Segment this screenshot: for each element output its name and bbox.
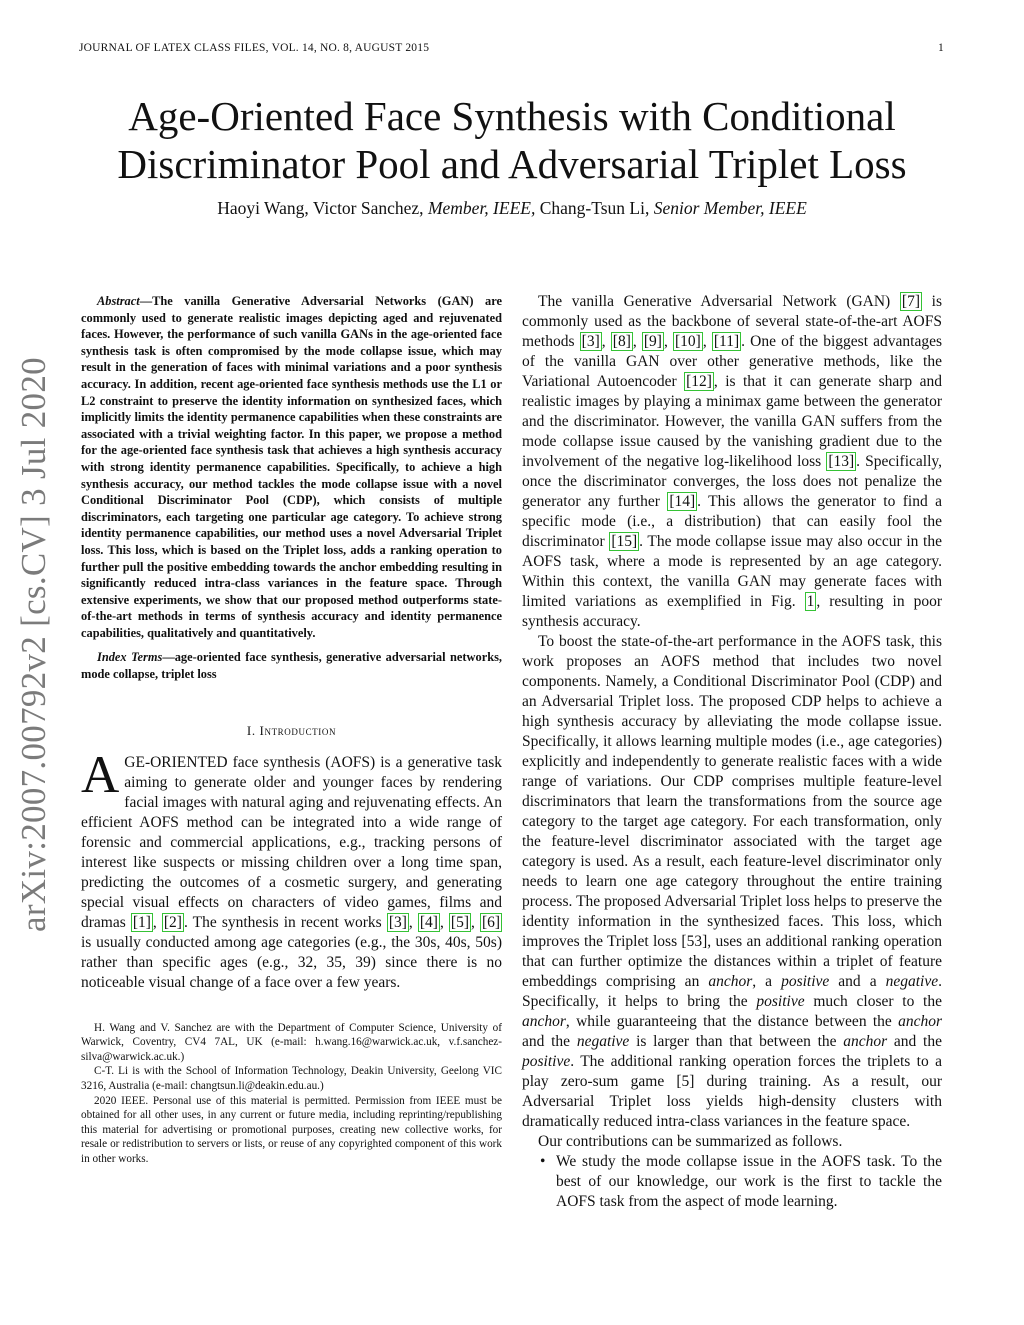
text-run: . The additional ranking operation forces the triplets to a play zero-sum game [5] during training. As a result, our Adversarial Triplet loss yields high-density clusters with dramatically reduced intra-class variances in the feature space. (522, 1053, 942, 1130)
text-run: . The mode collapse issue may also occur in the AOFS task, where a mode is represented by an age category. Within this context, the vanilla GAN may generate faces with limited variations as exemplified in Fig. (522, 533, 942, 610)
intro-paragraph-gan: The vanilla Generative Adversarial Network (GAN) [7] is commonly used as the backbone of several state-of-the-art AOFS methods [3] , [8] , [9] , [10] , [11] . One of the biggest advantages of the vanilla GAN over other generative methods, like the Variational Autoencoder [12] , is that it can generate sharp and realistic images by playing a minimax game between the generator and the discriminator. However, the vanilla GAN suffers from the mode collapse issue caused by the vanishing gradient due to the involvement of the negative log-likelihood loss [13] . Specifically, once the discriminator converges, the loss does not penalize the generator any further [14] . This allows the generator to find a specific mode (i.e., a distribution) that can easily fool the discriminator [15] . The mode collapse issue may also occur in the AOFS task, where a mode is represented by an age category. Within this context, the vanilla GAN may generate faces with limited variations as exemplified in Fig. 1 , resulting in poor synthesis accuracy. (522, 293, 943, 630)
text-run: To boost the state-of-the-art performance in the AOFS task, this work proposes an AOFS method that includes two novel components. Namely, a Conditional Discriminator Pool (CDP) and an Adversarial Triplet loss. The proposed CDP helps to achieve a high synthesis accuracy by alleviating the mode collapse issue. Specifically, it allows learning multiple modes (i.e., age categories) explicitly and independently to generate realistic faces with a wide range of variations. Our CDP comprises multiple feature-level discriminators that learn the transformations from the source age category to the target age category. For each transformation, only the feature-level discriminator associated with the target age category is used. As a result, each feature-level discriminator only needs to learn one age category throughout the entire training process. The proposed Adversarial Triplet loss helps to preserve the identity information in the synthesized faces. This loss, which improves the Triplet loss [53], uses an additional ranking operation that can further optimize the distances within a triplet of feature embeddings comprising an (522, 633, 942, 990)
footnote-affiliation-2: C-T. Li is with the School of Information Technology, Deakin University, Geelong VIC 3216, Australia (e-mail: changtsun.li@deakin.edu.au.) (81, 1065, 502, 1093)
page-number: 1 (938, 42, 944, 54)
text-run: and the (887, 1033, 942, 1050)
paper-title (90, 92, 934, 188)
citation-link[interactable]: [5] (450, 913, 469, 931)
figure-link[interactable]: 1 (806, 593, 815, 610)
text-run: , resulting in poor synthesis accuracy. (522, 593, 942, 630)
footnote-copyright: 2020 IEEE. Personal use of this material is permitted. Permission from IEEE must be obtained for all other uses, in any current or future media, including reprinting/republishing this material for advertising or promotional purposes, creating new collective works, for resale or redistribution to servers or lists, or reuse of any copyrighted component of this work in other works. (81, 1094, 502, 1165)
citation-link[interactable]: [7] (901, 293, 920, 310)
abstract (81, 293, 502, 641)
intro-paragraph-summary: Our contributions can be summarized as follows. (538, 1133, 843, 1150)
journal-header: JOURNAL OF LATEX CLASS FILES, VOL. 14, NO. 8, AUGUST 2015 (79, 42, 430, 54)
section-title: Introduction (259, 722, 337, 738)
author-names-1: Haoyi Wang, Victor Sanchez, (217, 198, 424, 218)
intro-text-b: . The synthesis in recent works (183, 913, 387, 931)
citation-link[interactable]: [2] (163, 913, 182, 931)
intro-paragraph-contribution (522, 632, 942, 1132)
section-number: I. (246, 722, 256, 738)
text-run: . One of the biggest advantages of the vanilla GAN over other generative methods, like the Variational Autoencoder (522, 333, 943, 390)
citation-link[interactable]: [15] (611, 533, 638, 550)
citation-link[interactable]: [13] (828, 453, 855, 470)
term-negative: negative (885, 973, 939, 990)
text-run: The vanilla Generative Adversarial Network (GAN) (538, 293, 900, 310)
term-anchor: anchor (708, 973, 753, 990)
text-run: is commonly used as the backbone of several state-of-the-art AOFS methods (522, 293, 942, 350)
author-role-2: Senior Member, IEEE (653, 198, 807, 218)
contribution-bullet: • We study the mode collapse issue in the AOFS task. To the best of our knowledge, our work is the first to tackle the AOFS task from the aspect of mode learning. (540, 1152, 942, 1212)
citation-link[interactable]: [9] (643, 333, 662, 350)
index-terms-label: Index Terms (97, 650, 163, 665)
citation-link[interactable]: [3] (388, 913, 407, 931)
citation-link[interactable]: [4] (419, 913, 438, 931)
text-run: and a (829, 973, 886, 990)
term-negative: negative (576, 1033, 630, 1050)
term-positive: positive (756, 993, 805, 1010)
title-line-1: Age-Oriented Face Synthesis with Conditional (128, 93, 896, 139)
abstract-label: Abstract (97, 294, 140, 308)
text-run: . This allows the generator to find a specific mode (i.e., a distribution) that can easily fool the discriminator (522, 493, 942, 550)
intro-paragraph: AGE-ORIENTED face synthesis (AOFS) is a generative task aiming to generate older and younger faces by rendering facial images with natural aging and rejuvenating effects. An efficient AOFS method can be integrated into a wide range of forensic and commercial applications, e.g., tracking persons of interest like suspects or missing children over a long time span, predicting the outcomes of a cosmetic surgery, and generating special visual effects on characters of video games, films and dramas [1] , [2] . The synthesis in recent works [3] , [4] , [5] , [6] is usually conducted among age categories (e.g., the 30s, 40s, 50s) rather than specific ages (e.g., 32, 35, 39) since there is no noticeable visual change of a face over a few years. (81, 745, 502, 991)
text-run: . Specifically, once the discriminator converges, the loss does not penalize the generator any further (522, 453, 942, 510)
citation-link[interactable]: [6] (481, 913, 501, 931)
citation-link[interactable]: [10] (675, 333, 701, 350)
footnote-affiliation-1: H. Wang and V. Sanchez are with the Department of Computer Science, University of Warwick, Coventry, CV4 7AL, UK (e-mail: h.wang.16@warwick.ac.uk, v.f.sanchez-silva@warwick.ac.uk.) (81, 1021, 502, 1063)
index-terms-text: —age-oriented face synthesis, generative adversarial networks, mode collapse, triplet loss (81, 650, 503, 682)
text-run: , a (752, 973, 782, 990)
left-column (81, 293, 502, 1167)
drop-cap: A (81, 745, 120, 804)
text-run: , is that it can generate sharp and realistic images by playing a minimax game between the generator and the discriminator. However, the vanilla GAN suffers from the mode collapse issue caused by the vanishing gradient due to the involvement of the negative log-likelihood loss (522, 373, 942, 470)
citation-link[interactable]: [14] (669, 493, 696, 510)
citation-link[interactable]: [1] (132, 913, 151, 931)
citation-link[interactable]: [8] (612, 333, 631, 350)
author-list (90, 198, 934, 219)
intro-text-a: GE-ORIENTED face synthesis (AOFS) is a generative task aiming to generate older and younger faces by rendering facial images with natural aging and rejuvenating effects. An efficient AOFS method can be integrated into a wide range of forensic and commercial applications, e.g., tracking persons of interest like suspects or missing children over a long time span, predicting the outcomes of a cosmetic surgery, and generating special visual effects on characters of video games, films and dramas (81, 753, 502, 931)
term-anchor: anchor (898, 1013, 942, 1030)
author-role-1: Member, IEEE, (427, 198, 536, 218)
section-heading-introduction (81, 723, 502, 739)
author-names-2: Chang-Tsun Li, (539, 198, 650, 218)
term-anchor: anchor (843, 1033, 888, 1050)
text-run: much closer to the (804, 993, 942, 1010)
term-positive: positive (522, 1053, 571, 1070)
footnotes (81, 1021, 502, 1167)
citation-link[interactable]: [3] (581, 333, 600, 350)
abstract-text: —The vanilla Generative Adversarial Networks (GAN) are commonly used to generate realistic images depicting aged and rejuvenated faces. However, the performance of such vanilla GANs in the age-oriented face synthesis task is often compromised by the mode collapse issue, which may result in the generation of faces with minimal variations and a poor synthesis accuracy. In addition, recent age-oriented face synthesis methods use the L1 or L2 constraint to preserve the identity information on synthesized faces, which implicitly limits the identity permanence capabilities when these constraints are associated with a trivial weighting factor. In this paper, we propose a method for the age-oriented face synthesis task that achieves a high synthesis accuracy with strong identity permanence capabilities. Specifically, to achieve a high synthesis accuracy, our method tackles the mode collapse issue with a novel Conditional Discriminator Pool (CDP), which consists of multiple discriminators, each targeting one particular age category. To achieve strong identity permanence capabilities, our method uses a novel Adversarial Triplet loss. This loss, which is based on the Triplet loss, adds a ranking operation to further pull the positive embedding towards the anchor embedding resulting in significantly reduced intra-class variances in the feature space. Through extensive experiments, we show that our proposed method outperforms state-of-the-art methods in terms of synthesis accuracy and identity permanence capabilities, qualitatively and quantitatively. (81, 294, 502, 640)
text-run: , while guaranteeing that the distance between the (565, 1013, 899, 1030)
citation-link[interactable]: [12] (686, 373, 712, 390)
arxiv-identifier: arXiv:2007.00792v2 [cs.CV] 3 Jul 2020 (14, 357, 53, 932)
right-column (522, 292, 942, 1212)
intro-text-c: is usually conducted among age categories (e.g., the 30s, 40s, 50s) rather than specific ages (e.g., 32, 35, 39) since there is no noticeable visual change of a face over a few years. (81, 933, 502, 991)
citation-link[interactable]: [11] (713, 333, 740, 350)
text-run: and the (522, 1033, 577, 1050)
text-run: is larger than that between the (629, 1033, 844, 1050)
title-line-2: Discriminator Pool and Adversarial Triplet Loss (117, 141, 907, 187)
index-terms (81, 649, 502, 682)
term-positive: positive (781, 973, 830, 990)
text-run: . Specifically, it helps to bring the (522, 973, 942, 1010)
term-anchor: anchor (522, 1013, 566, 1030)
